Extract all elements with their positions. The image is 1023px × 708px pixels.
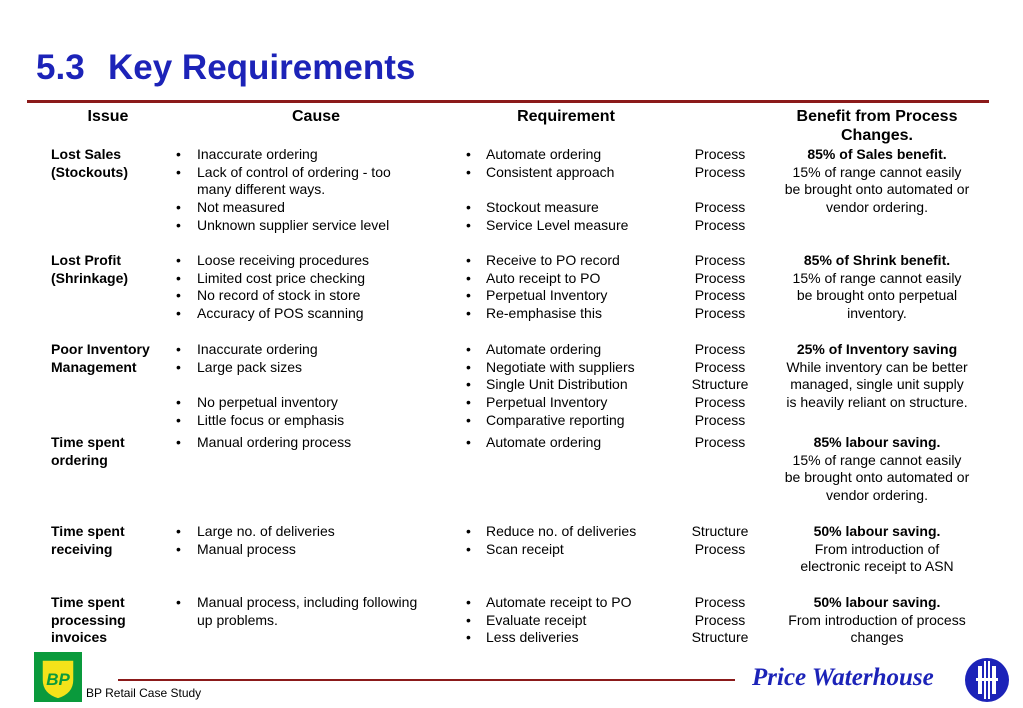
bullet: •: [176, 287, 181, 304]
change-type: Structure: [691, 629, 749, 646]
bullet: •: [466, 252, 471, 268]
change-type: Process: [694, 594, 746, 610]
change-type: Structure: [691, 376, 749, 393]
bullet: •: [466, 523, 471, 539]
change-type: Structure: [691, 523, 749, 539]
benefit: [768, 434, 986, 505]
change-type: Process: [694, 163, 746, 180]
bullet: •: [466, 629, 471, 646]
benefit: [768, 594, 986, 647]
cause-item: Accuracy of POS scanning: [197, 305, 364, 322]
header-requirement: Requirement: [517, 108, 615, 125]
price-waterhouse-logo-icon: [964, 657, 1010, 703]
benefit-line: changes: [850, 629, 904, 646]
cause-item: Lack of control of ordering - too: [197, 163, 391, 180]
title-text: Key Requirements: [108, 48, 416, 87]
benefit-headline: 25% of Inventory saving: [796, 341, 958, 357]
requirement-item: Receive to PO record: [486, 252, 620, 268]
bullet: •: [176, 358, 181, 375]
benefit-headline: 85% of Shrink benefit.: [803, 252, 951, 268]
issue-line: Lost Sales: [51, 146, 122, 162]
issue-line: Time spent: [51, 594, 125, 610]
bullet: •: [176, 394, 181, 411]
bullet: •: [466, 434, 471, 450]
bullet: •: [176, 216, 181, 233]
cause-item: Manual process: [197, 540, 296, 557]
issue-label: [51, 341, 150, 376]
bullet: •: [176, 523, 181, 539]
change-type: Process: [694, 252, 746, 268]
issue-line: processing: [51, 611, 126, 628]
title-divider: [27, 100, 989, 103]
requirement-item: Negotiate with suppliers: [486, 358, 635, 375]
bullet: •: [176, 411, 181, 428]
change-type: Process: [694, 341, 746, 357]
cause-item: Inaccurate ordering: [197, 146, 318, 162]
benefit-line: electronic receipt to ASN: [800, 558, 954, 575]
benefit: [768, 523, 986, 576]
benefit-line: managed, single unit supply: [790, 376, 964, 393]
bullet: •: [176, 163, 181, 180]
bullet: •: [176, 252, 181, 268]
change-type: Process: [694, 305, 746, 322]
requirement-item: Scan receipt: [486, 540, 564, 557]
benefit-line: While inventory can be better: [786, 358, 968, 375]
benefit-line: 15% of range cannot easily: [792, 269, 962, 286]
requirement-item: Re-emphasise this: [486, 305, 602, 322]
cause-item: Unknown supplier service level: [197, 216, 390, 233]
issue-label: [51, 523, 125, 558]
bp-logo: [34, 652, 82, 702]
bullet: •: [466, 305, 471, 322]
issue-line: Lost Profit: [51, 252, 121, 268]
change-type: Process: [694, 394, 746, 411]
requirement-item: Reduce no. of deliveries: [486, 523, 637, 539]
cause-item-continued: many different ways.: [197, 181, 326, 198]
cause-item: Manual process, including following: [197, 594, 418, 610]
issue-label: [51, 252, 128, 287]
requirement-item: Automate ordering: [486, 434, 602, 450]
change-type: Process: [694, 216, 746, 233]
bullet: •: [466, 411, 471, 428]
header-issue: Issue: [87, 108, 129, 125]
bullet: •: [176, 434, 181, 450]
bullet: •: [176, 269, 181, 286]
benefit-line: be brought onto automated or: [784, 181, 970, 198]
benefit-line: be brought onto perpetual: [796, 287, 958, 304]
requirement-item: Evaluate receipt: [486, 611, 587, 628]
change-type: Process: [694, 269, 746, 286]
issue-label: [51, 594, 126, 647]
bullet: •: [466, 540, 471, 557]
benefit: [768, 146, 986, 217]
header-benefit: [768, 107, 986, 145]
header-benefit-line2: Changes.: [840, 127, 913, 144]
bullet: •: [466, 611, 471, 628]
bullet: •: [466, 269, 471, 286]
cause-item: Inaccurate ordering: [197, 341, 318, 357]
bullet: •: [466, 376, 471, 393]
issue-line: receiving: [51, 540, 113, 557]
requirement-item: Stockout measure: [486, 199, 599, 216]
page-title: [36, 48, 415, 88]
change-type: Process: [694, 434, 746, 450]
header-cause: Cause: [291, 108, 341, 125]
change-type: Process: [694, 199, 746, 216]
benefit-line: vendor ordering.: [826, 199, 928, 216]
requirement-item: Less deliveries: [486, 629, 579, 646]
benefit-line: 15% of range cannot easily: [792, 163, 962, 180]
benefit-line: From introduction of process: [788, 611, 966, 628]
bullet: •: [466, 287, 471, 304]
issue-line: Time spent: [51, 434, 125, 450]
bullet: •: [466, 163, 471, 180]
bullet: •: [466, 146, 471, 162]
cause-item: Manual ordering process: [197, 434, 352, 450]
benefit-line: be brought onto automated or: [784, 469, 970, 486]
issue-line: invoices: [51, 629, 108, 646]
footer-divider: [118, 679, 735, 681]
header-benefit-line1: Benefit from Process: [796, 108, 958, 125]
footer-case-study: BP Retail Case Study: [86, 686, 202, 700]
bullet: •: [176, 305, 181, 322]
requirement-item: Perpetual Inventory: [486, 394, 608, 411]
issue-line: (Shrinkage): [51, 269, 129, 286]
cause-item-continued: up problems.: [197, 611, 278, 628]
bullet: •: [176, 540, 181, 557]
bullet: •: [466, 341, 471, 357]
bullet: •: [466, 216, 471, 233]
bullet: •: [466, 199, 471, 216]
change-type: Process: [694, 358, 746, 375]
requirement-item: Automate receipt to PO: [486, 594, 632, 610]
issue-line: Time spent: [51, 523, 125, 539]
cause-item: No perpetual inventory: [197, 394, 338, 411]
firm-name: Price Waterhouse: [752, 664, 934, 691]
benefit-headline: 50% labour saving.: [813, 523, 941, 539]
bullet: •: [176, 341, 181, 357]
benefit: [768, 341, 986, 412]
cause-item: Little focus or emphasis: [197, 411, 345, 428]
cause-item: Large no. of deliveries: [197, 523, 335, 539]
benefit-line: vendor ordering.: [826, 487, 928, 504]
requirement-item: Perpetual Inventory: [486, 287, 608, 304]
benefit-line: 15% of range cannot easily: [792, 451, 962, 468]
issue-label: [51, 434, 125, 469]
benefit-headline: 50% labour saving.: [813, 594, 941, 610]
change-type: Process: [694, 287, 746, 304]
requirement-item: Auto receipt to PO: [486, 269, 601, 286]
requirement-item: Automate ordering: [486, 146, 602, 162]
change-type: Process: [694, 411, 746, 428]
issue-line: Management: [51, 358, 137, 375]
benefit-headline: 85% of Sales benefit.: [807, 146, 947, 162]
issue-line: Poor Inventory: [51, 341, 150, 357]
cause-item: No record of stock in store: [197, 287, 361, 304]
bullet: •: [176, 199, 181, 216]
bullet: •: [466, 358, 471, 375]
benefit-line: inventory.: [847, 305, 907, 322]
cause-item: Not measured: [197, 199, 285, 216]
bullet: •: [466, 594, 471, 610]
section-number: 5.3: [36, 48, 85, 87]
bullet: •: [176, 146, 181, 162]
cause-item: Loose receiving procedures: [197, 252, 369, 268]
benefit: [768, 252, 986, 323]
requirement-item: Comparative reporting: [486, 411, 625, 428]
cause-item: Limited cost price checking: [197, 269, 366, 286]
requirement-item: Service Level measure: [486, 216, 629, 233]
requirement-item: Consistent approach: [486, 163, 615, 180]
change-type: Process: [694, 146, 746, 162]
issue-line: (Stockouts): [51, 163, 128, 180]
change-type: Process: [694, 611, 746, 628]
issue-label: [51, 146, 128, 181]
change-type: Process: [694, 540, 746, 557]
requirement-item: Single Unit Distribution: [486, 376, 628, 393]
cause-item: Large pack sizes: [197, 358, 303, 375]
bp-logo-text: BP: [46, 670, 70, 689]
bullet: •: [176, 594, 181, 610]
requirement-item: Automate ordering: [486, 341, 602, 357]
issue-line: ordering: [51, 451, 108, 468]
benefit-line: is heavily reliant on structure.: [786, 394, 968, 411]
bullet: •: [466, 394, 471, 411]
benefit-line: From introduction of: [814, 540, 940, 557]
benefit-headline: 85% labour saving.: [813, 434, 941, 450]
